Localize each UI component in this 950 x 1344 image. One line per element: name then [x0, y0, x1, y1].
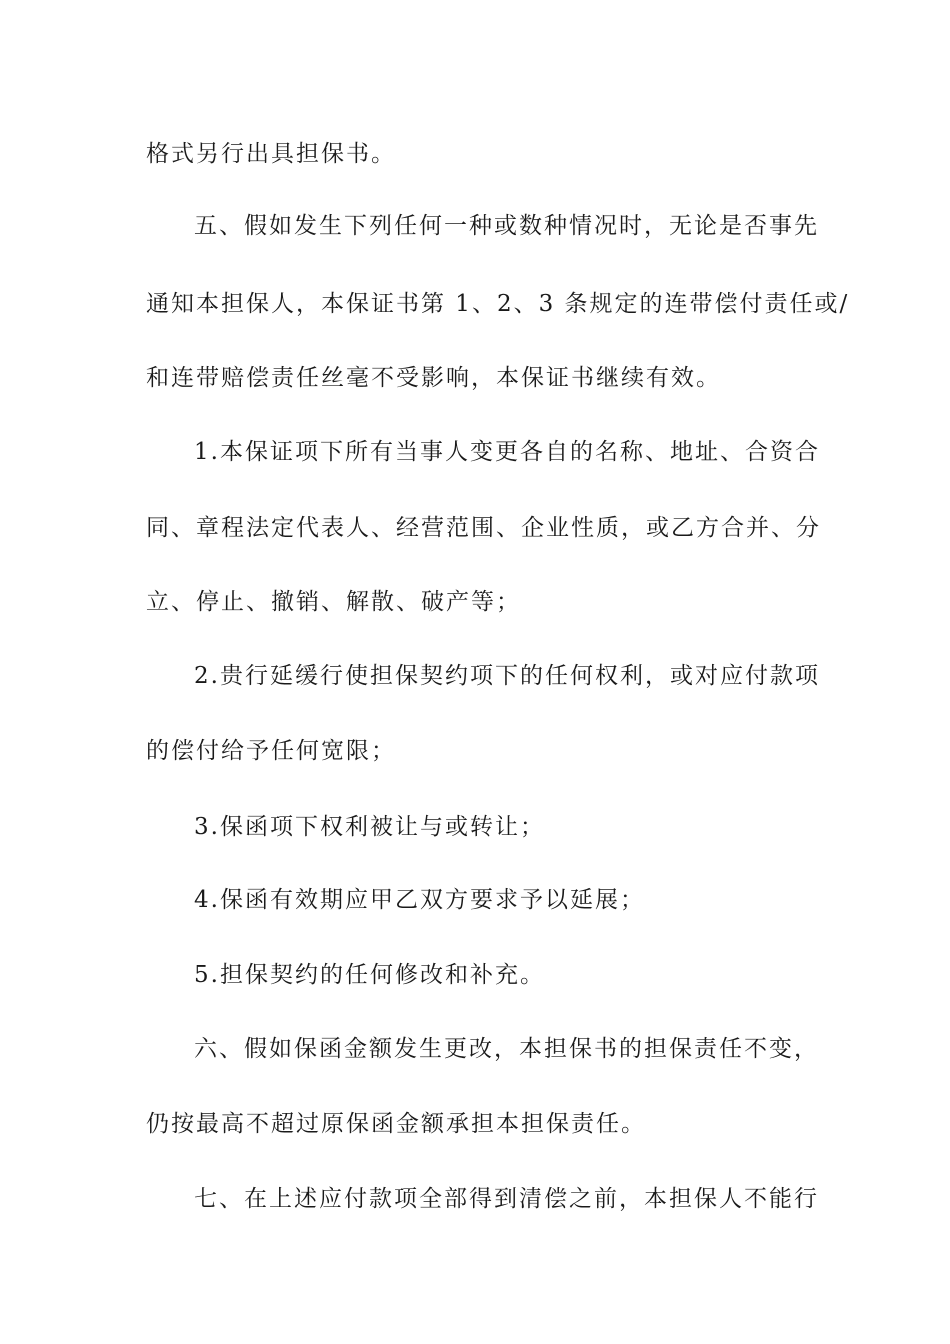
text-line: 和连带赔偿责任丝毫不受影响，本保证书继续有效。 — [146, 365, 721, 391]
text-line: 1.本保证项下所有当事人变更各自的名称、地址、合资合 — [194, 439, 820, 465]
text-line: 六、假如保函金额发生更改，本担保书的担保责任不变， — [194, 1036, 819, 1062]
text-line: 5.担保契约的任何修改和补充。 — [194, 962, 545, 988]
text-line: 3.保函项下权利被让与或转让； — [194, 814, 545, 840]
text-line: 五、假如发生下列任何一种或数种情况时，无论是否事先 — [194, 213, 819, 239]
text-line: 同、章程法定代表人、经营范围、企业性质，或乙方合并、分 — [146, 515, 821, 541]
text-line: 格式另行出具担保书。 — [146, 141, 396, 167]
text-line: 通知本担保人，本保证书第 1、2、3 条规定的连带偿付责任或/ — [146, 291, 850, 317]
text-line: 立、停止、撤销、解散、破产等； — [146, 589, 521, 615]
text-line: 2.贵行延缓行使担保契约项下的任何权利，或对应付款项 — [194, 663, 820, 689]
text-line: 4.保函有效期应甲乙双方要求予以延展； — [194, 887, 645, 913]
text-line: 的偿付给予任何宽限； — [146, 738, 396, 764]
text-line: 七、在上述应付款项全部得到清偿之前，本担保人不能行 — [194, 1186, 819, 1212]
text-line: 仍按最高不超过原保函金额承担本担保责任。 — [146, 1111, 646, 1137]
